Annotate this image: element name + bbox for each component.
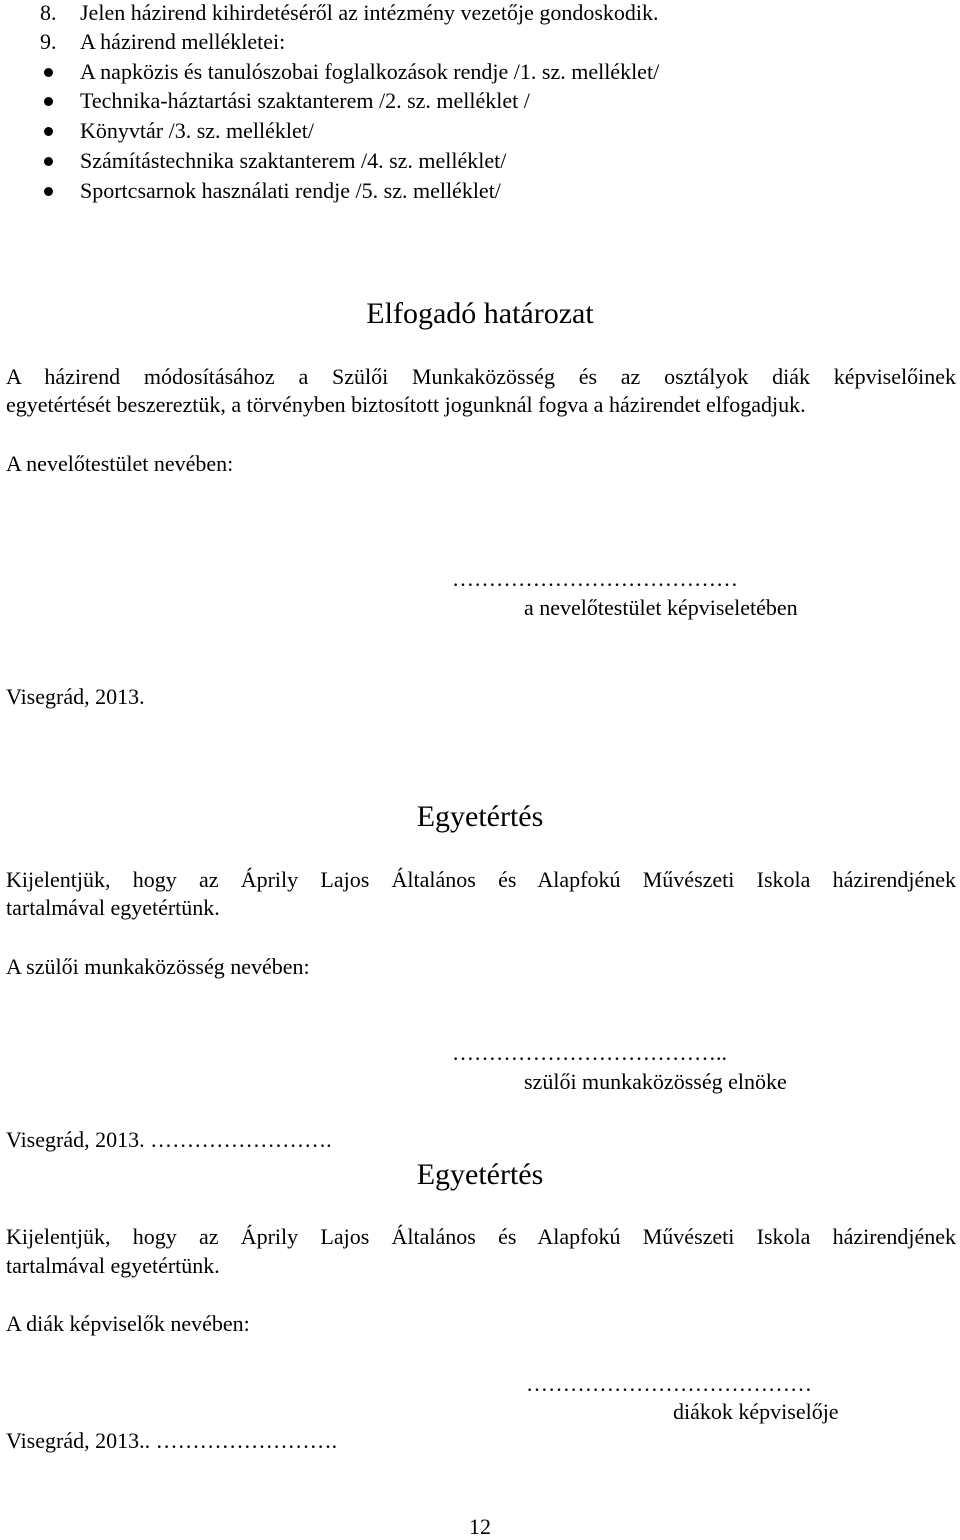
staff-signature-line: ………………………………… <box>452 566 738 591</box>
staff-on-behalf-label: A nevelőtestület nevében: <box>6 451 234 476</box>
attachment-item: Számítástechnika szaktanterem /4. sz. melléklet/ <box>80 148 507 173</box>
bullet-icon <box>44 68 53 77</box>
resolution-paragraph-line1: A házirend módosításához a Szülői Munkaközösség és az osztályok diák képviselőinek <box>6 364 956 389</box>
attachment-item: Sportcsarnok használati rendje /5. sz. melléklet/ <box>80 178 501 203</box>
attachment-item: Technika-háztartási szaktanterem /2. sz. melléklet / <box>80 88 530 113</box>
students-paragraph-line1: Kijelentjük, hogy az Áprily Lajos Általános és Alapfokú Művészeti Iskola házirendjének <box>6 1224 956 1249</box>
item-9-number: 9. <box>40 29 57 54</box>
parents-paragraph-line2: tartalmával egyetértünk. <box>6 895 220 920</box>
parents-signature-label: szülői munkaközösség elnöke <box>524 1069 787 1094</box>
parents-signature-line: ……………………………….. <box>452 1040 727 1065</box>
students-signature-line: ………………………………… <box>526 1371 812 1396</box>
attachment-item: Könyvtár /3. sz. melléklet/ <box>80 118 314 143</box>
parents-on-behalf-label: A szülői munkaközösség nevében: <box>6 954 310 979</box>
parents-paragraph-line1: Kijelentjük, hogy az Áprily Lajos Általános és Alapfokú Művészeti Iskola házirendjének <box>6 867 956 892</box>
staff-place-date: Visegrád, 2013. <box>6 684 145 709</box>
students-signature-label: diákok képviselője <box>673 1399 839 1424</box>
students-place-date: Visegrád, 2013.. ……………………. <box>6 1428 338 1453</box>
staff-signature-label: a nevelőtestület képviseletében <box>524 595 798 620</box>
section-title-resolution: Elfogadó határozat <box>366 297 594 330</box>
bullet-icon <box>44 127 53 136</box>
page-number: 12 <box>469 1514 491 1539</box>
item-8-text: Jelen házirend kihirdetéséről az intézmény vezetője gondoskodik. <box>80 0 659 25</box>
bullet-icon <box>44 187 53 196</box>
students-on-behalf-label: A diák képviselők nevében: <box>6 1311 250 1336</box>
section-title-parents-agreement: Egyetértés <box>416 800 544 833</box>
resolution-paragraph-line2: egyetértését beszereztük, a törvényben biztosított jogunknál fogva a házirendet elfogadjuk. <box>6 392 806 417</box>
item-8-number: 8. <box>40 0 57 25</box>
students-paragraph-line2: tartalmával egyetértünk. <box>6 1253 220 1278</box>
item-9-text: A házirend mellékletei: <box>80 29 286 54</box>
bullet-icon <box>44 157 53 166</box>
attachment-item: A napközis és tanulószobai foglalkozások rendje /1. sz. melléklet/ <box>80 59 660 84</box>
parents-place-date: Visegrád, 2013. ……………………. <box>6 1127 332 1152</box>
bullet-icon <box>44 97 53 106</box>
section-title-students-agreement: Egyetértés <box>416 1158 544 1191</box>
